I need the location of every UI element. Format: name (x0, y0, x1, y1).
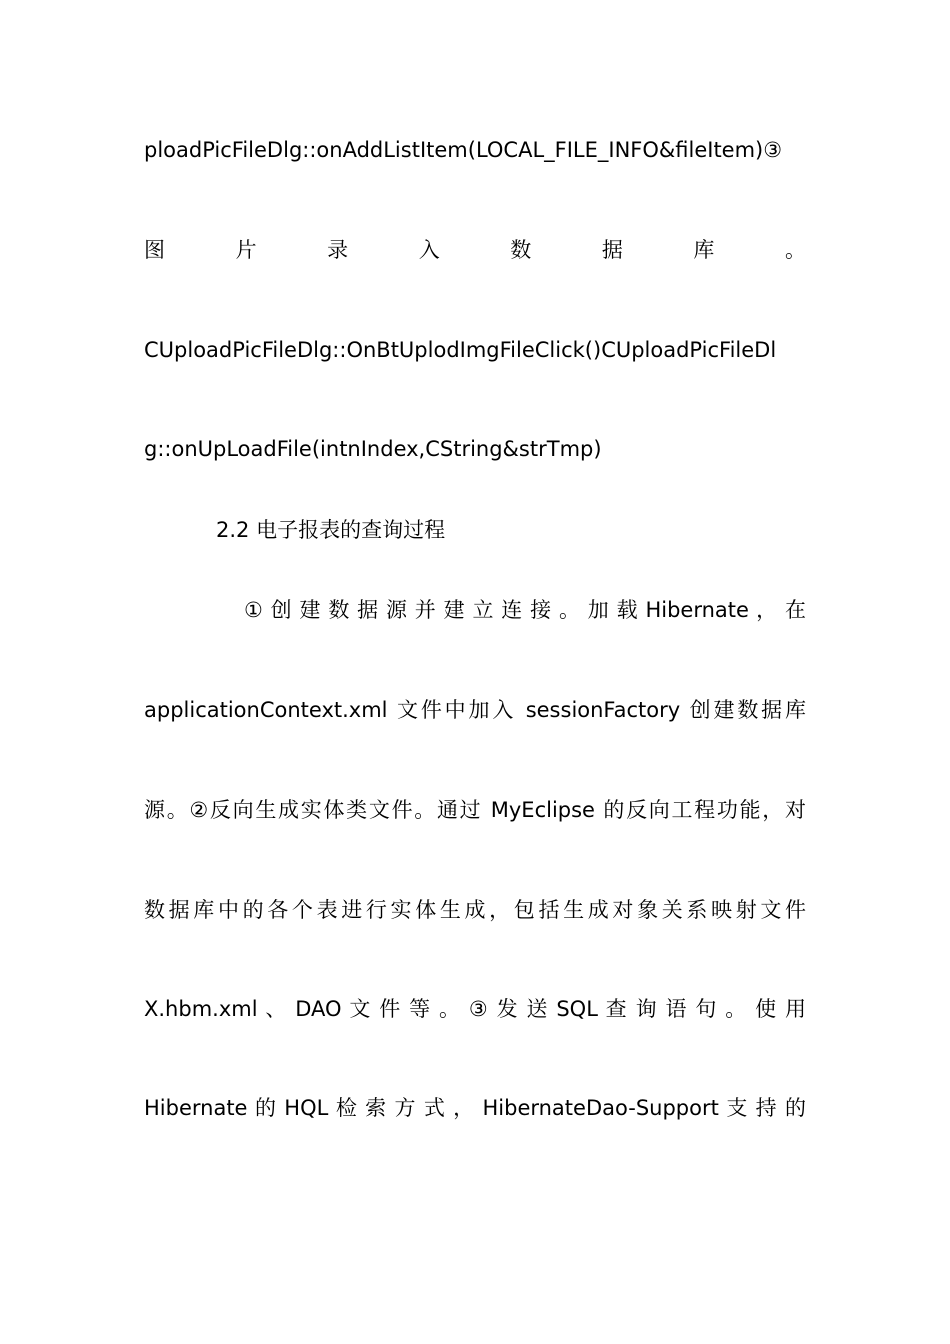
text-line-8: 源。②反向生成实体类文件。通过 MyEclipse 的反向工程功能，对 (144, 798, 806, 822)
text-line-9: 数据库中的各个表进行实体生成，包括生成对象关系映射文件 (144, 898, 806, 922)
text-line-6: ① 创 建 数 据 源 并 建 立 连 接 。 加 载 Hibernate ， 在 (244, 598, 806, 622)
text-line-2: 图 片 录 入 数 据 库 。 (144, 238, 806, 262)
text-line-1: ploadPicFileDlg::onAddListItem(LOCAL_FILE_INFO&fileItem)③ (144, 138, 783, 162)
section-heading: 2.2 电子报表的查询过程 (216, 518, 446, 542)
text-line-4: g::onUpLoadFile(intnIndex,CString&strTmp) (144, 437, 602, 461)
text-line-3: CUploadPicFileDlg::OnBtUplodImgFileClick()CUploadPicFileDl (144, 338, 777, 362)
text-line-11: Hibernate 的 HQL 检 索 方 式 ， HibernateDao-Support 支 持 的 (144, 1096, 806, 1120)
text-line-7: applicationContext.xml 文件中加入 sessionFactory 创建数据库 (144, 698, 806, 722)
text-line-10: X.hbm.xml 、 DAO 文 件 等 。 ③ 发 送 SQL 查 询 语 句 。 使 用 (144, 997, 806, 1021)
